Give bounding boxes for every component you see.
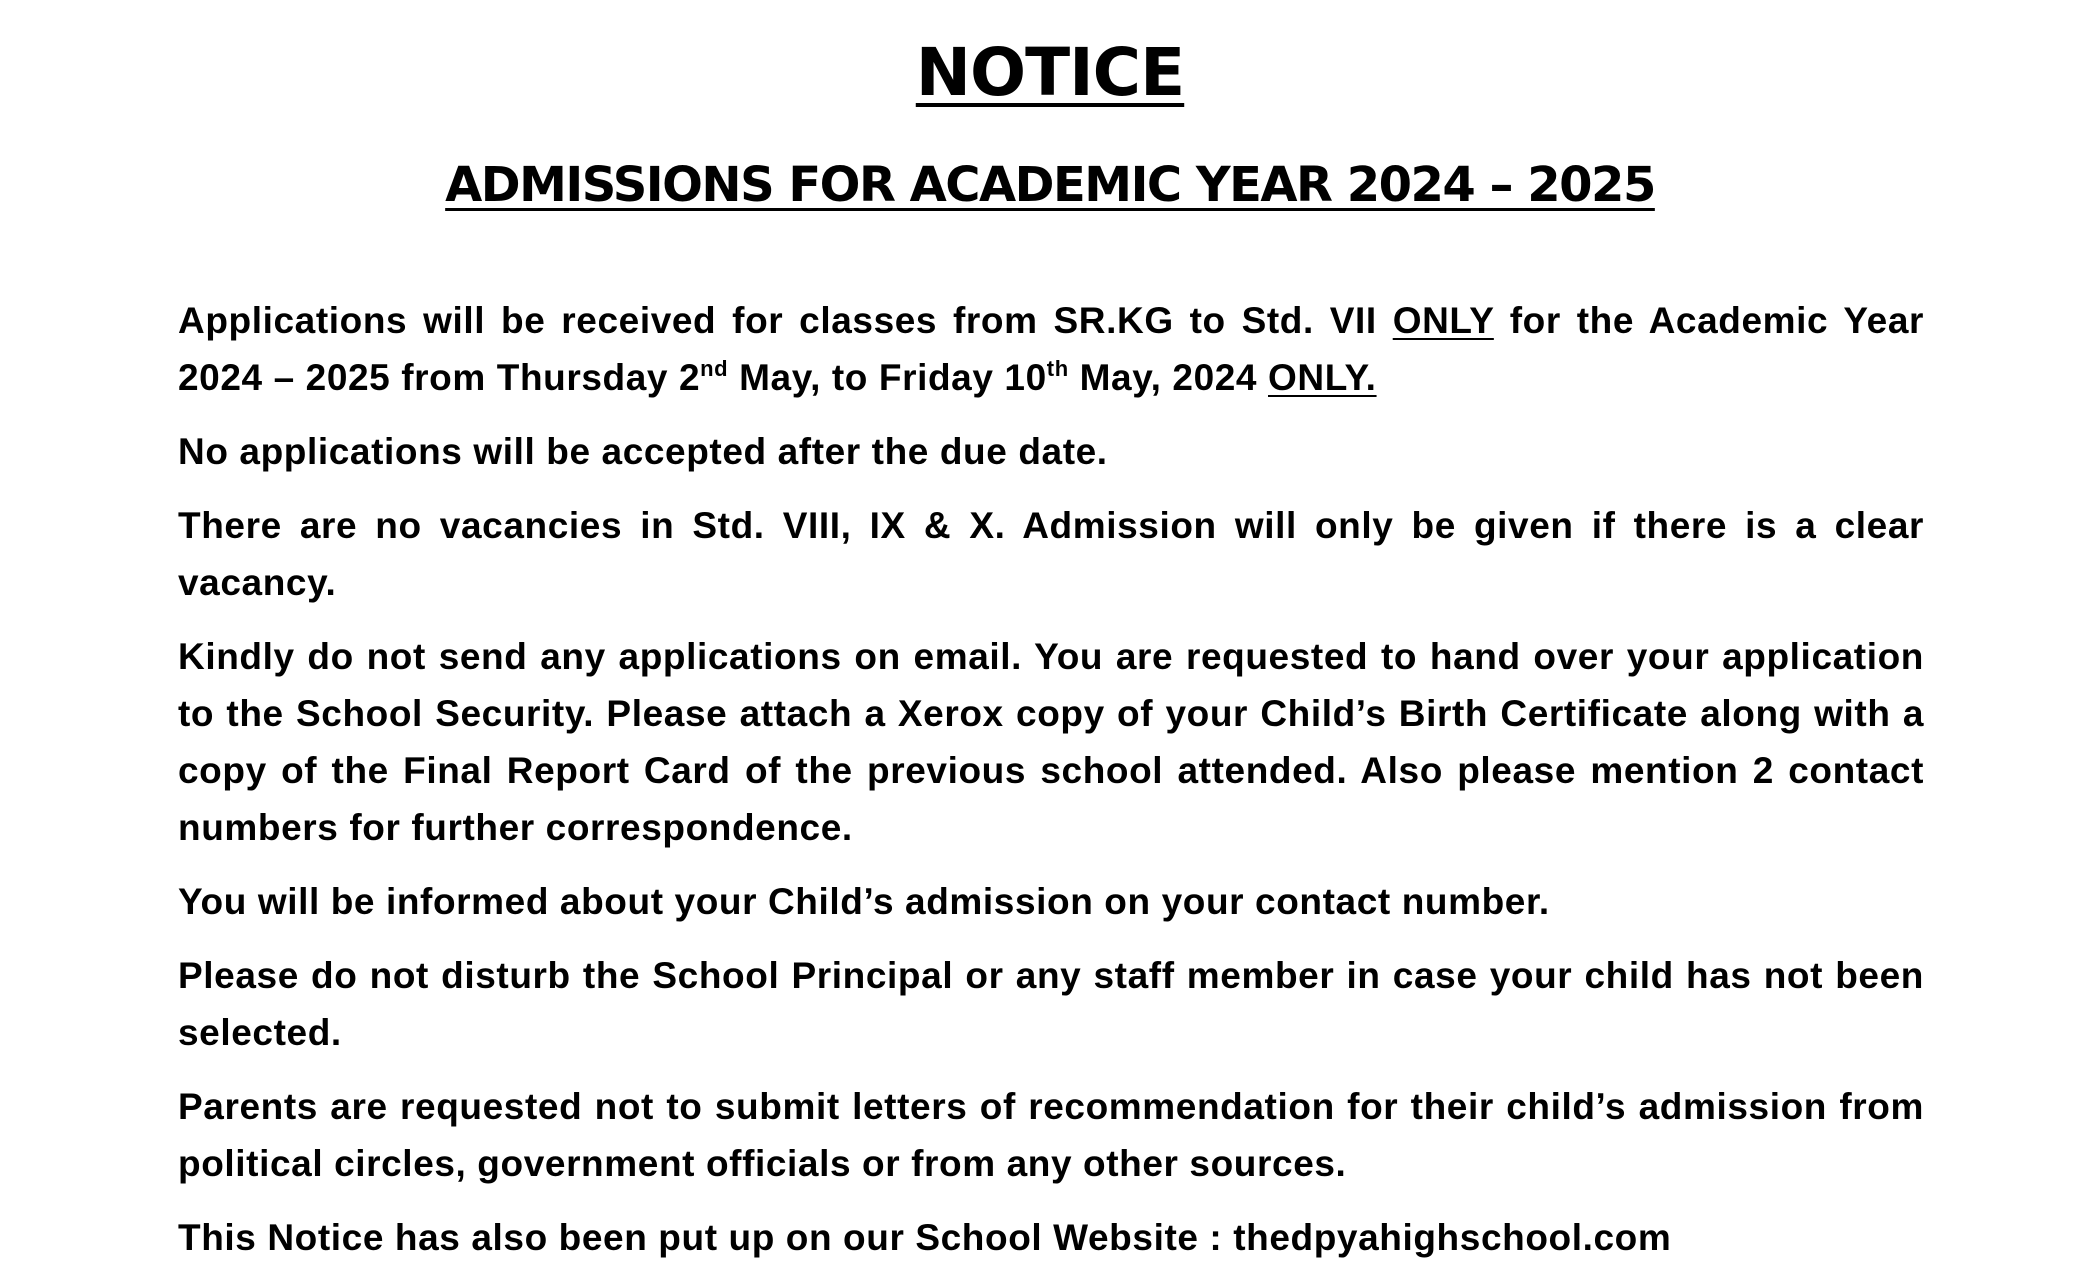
application-dates-text-4: May, 2024	[1068, 357, 1268, 398]
application-dates-text-1: Applications will be received for classes from SR.KG to Std. VII	[178, 300, 1393, 341]
ordinal-suffix-nd: nd	[700, 356, 729, 381]
only-emphasis-final: ONLY.	[1268, 357, 1377, 398]
notice-subtitle-text: ADMISSIONS FOR ACADEMIC YEAR 2024 – 2025	[445, 157, 1655, 213]
paragraph-vacancies: There are no vacancies in Std. VIII, IX & X. Admission will only be given if there is a clear vacancy.	[178, 505, 1924, 603]
paragraph-application-dates	[178, 292, 1924, 406]
paragraph-do-not-disturb: Please do not disturb the School Principal or any staff member in case your child has not been selected.	[178, 955, 1924, 1053]
paragraph-website: This Notice has also been put up on our School Website : thedpyahighschool.com	[178, 1217, 1672, 1258]
application-dates-text-3: May, to Friday 10	[728, 357, 1047, 398]
application-dates-text-2: for the Academic Year 2024 – 2025 from Thursday 2	[178, 300, 1924, 398]
paragraph-submission-instructions: Kindly do not send any applications on email. You are requested to hand over your application to the School Security. Please attach a Xerox copy of your Child’s Birth Certificate along with a copy of the Final Report Card of the previous school attended. Also please mention 2 contact numbers for further correspondence.	[178, 636, 1924, 848]
only-emphasis: ONLY	[1392, 300, 1494, 341]
notice-title-text: NOTICE	[915, 34, 1185, 111]
paragraph-admission-info: You will be informed about your Child’s admission on your contact number.	[178, 881, 1550, 922]
ordinal-suffix-th: th	[1046, 356, 1069, 381]
notice-body	[178, 292, 1924, 1283]
paragraph-recommendations: Parents are requested not to submit letters of recommendation for their child’s admission from political circles, government officials or from any other sources.	[178, 1086, 1924, 1184]
paragraph-due-date: No applications will be accepted after the due date.	[178, 431, 1108, 472]
notice-title	[0, 28, 2100, 118]
notice-subtitle	[0, 150, 2100, 220]
